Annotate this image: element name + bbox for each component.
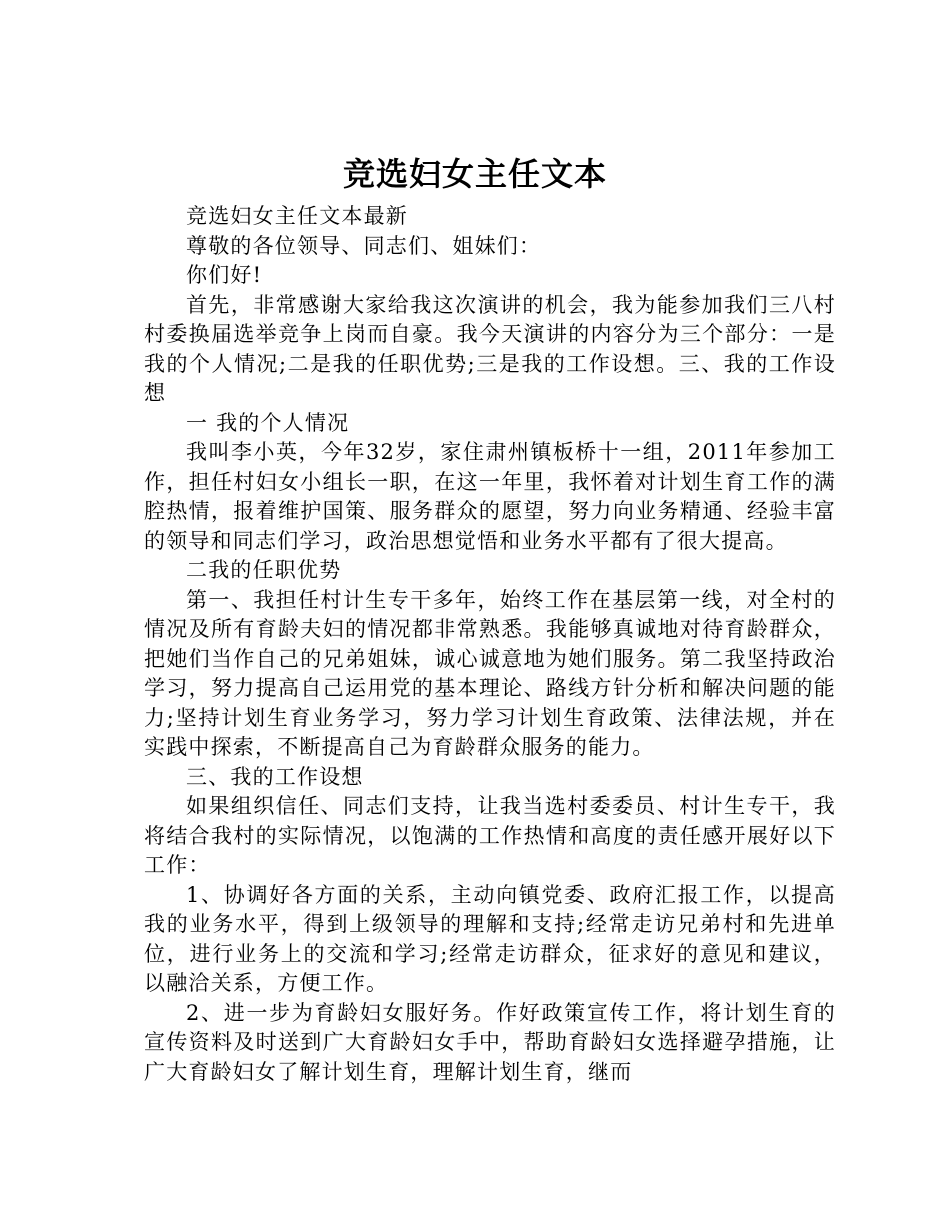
paragraph-advantages: 第一、我担任村计生专干多年，始终工作在基层第一线，对全村的情况及所有育龄夫妇的情况都非常熟悉。我能够真诚地对待育龄群众，把她们当作自己的兄弟姐妹，诚心诚意地为她们服务。第二我坚持政治学习，努力提高自己运用党的基本理论、路线方针分析和解决问题的能力;坚持计划生育业务学习，努力学习计划生育政策、法律法规，并在实践中探索，不断提高自己为育龄群众服务的能力。 <box>144 587 836 759</box>
section-heading-advantages: 二我的任职优势 <box>186 558 342 582</box>
section-heading-personal: 一 我的个人情况 <box>186 410 350 435</box>
paragraph-plans-intro: 如果组织信任、同志们支持，让我当选村委委员、村计生专干，我将结合我村的实际情况，以饱满的工作热情和高度的责任感开展好以下工作： <box>144 794 836 877</box>
paragraph-plan-item-1: 1、协调好各方面的关系，主动向镇党委、政府汇报工作，以提高我的业务水平，得到上级领导的理解和支持;经常走访兄弟村和先进单位，进行业务上的交流和学习;经常走访群众，征求好的意见和建议，以融洽关系，方便工作。 <box>144 882 836 995</box>
document-body <box>144 202 836 1087</box>
document-title: 竞选妇女主任文本 <box>342 155 607 194</box>
paragraph-personal-info: 我叫李小英，今年32岁，家住肃州镇板桥十一组，2011年参加工作，担任村妇女小组长一职，在这一年里，我怀着对计划生育工作的满腔热情，报着维护国策、服务群众的愿望，努力向业务精通、经验丰富的领导和同志们学习，政治思想觉悟和业务水平都有了很大提高。 <box>144 440 836 553</box>
paragraph-subtitle: 竞选妇女主任文本最新 <box>186 204 408 228</box>
paragraph-salutation: 尊敬的各位领导、同志们、姐妹们： <box>186 233 542 258</box>
section-heading-plans: 三、我的工作设想 <box>186 764 364 789</box>
paragraph-plan-item-2: 2、进一步为育龄妇女服好务。作好政策宣传工作，将计划生育的宣传资料及时送到广大育龄妇女手中，帮助育龄妇女选择避孕措施，让广大育龄妇女了解计划生育，理解计划生育，继而 <box>144 1000 836 1084</box>
paragraph-greeting: 你们好! <box>186 263 263 287</box>
paragraph-introduction: 首先，非常感谢大家给我这次演讲的机会，我为能参加我们三八村村委换届选举竞争上岗而自豪。我今天演讲的内容分为三个部分：一是我的个人情况;二是我的任职优势;三是我的工作设想。三、我的工作设想 <box>144 292 836 405</box>
